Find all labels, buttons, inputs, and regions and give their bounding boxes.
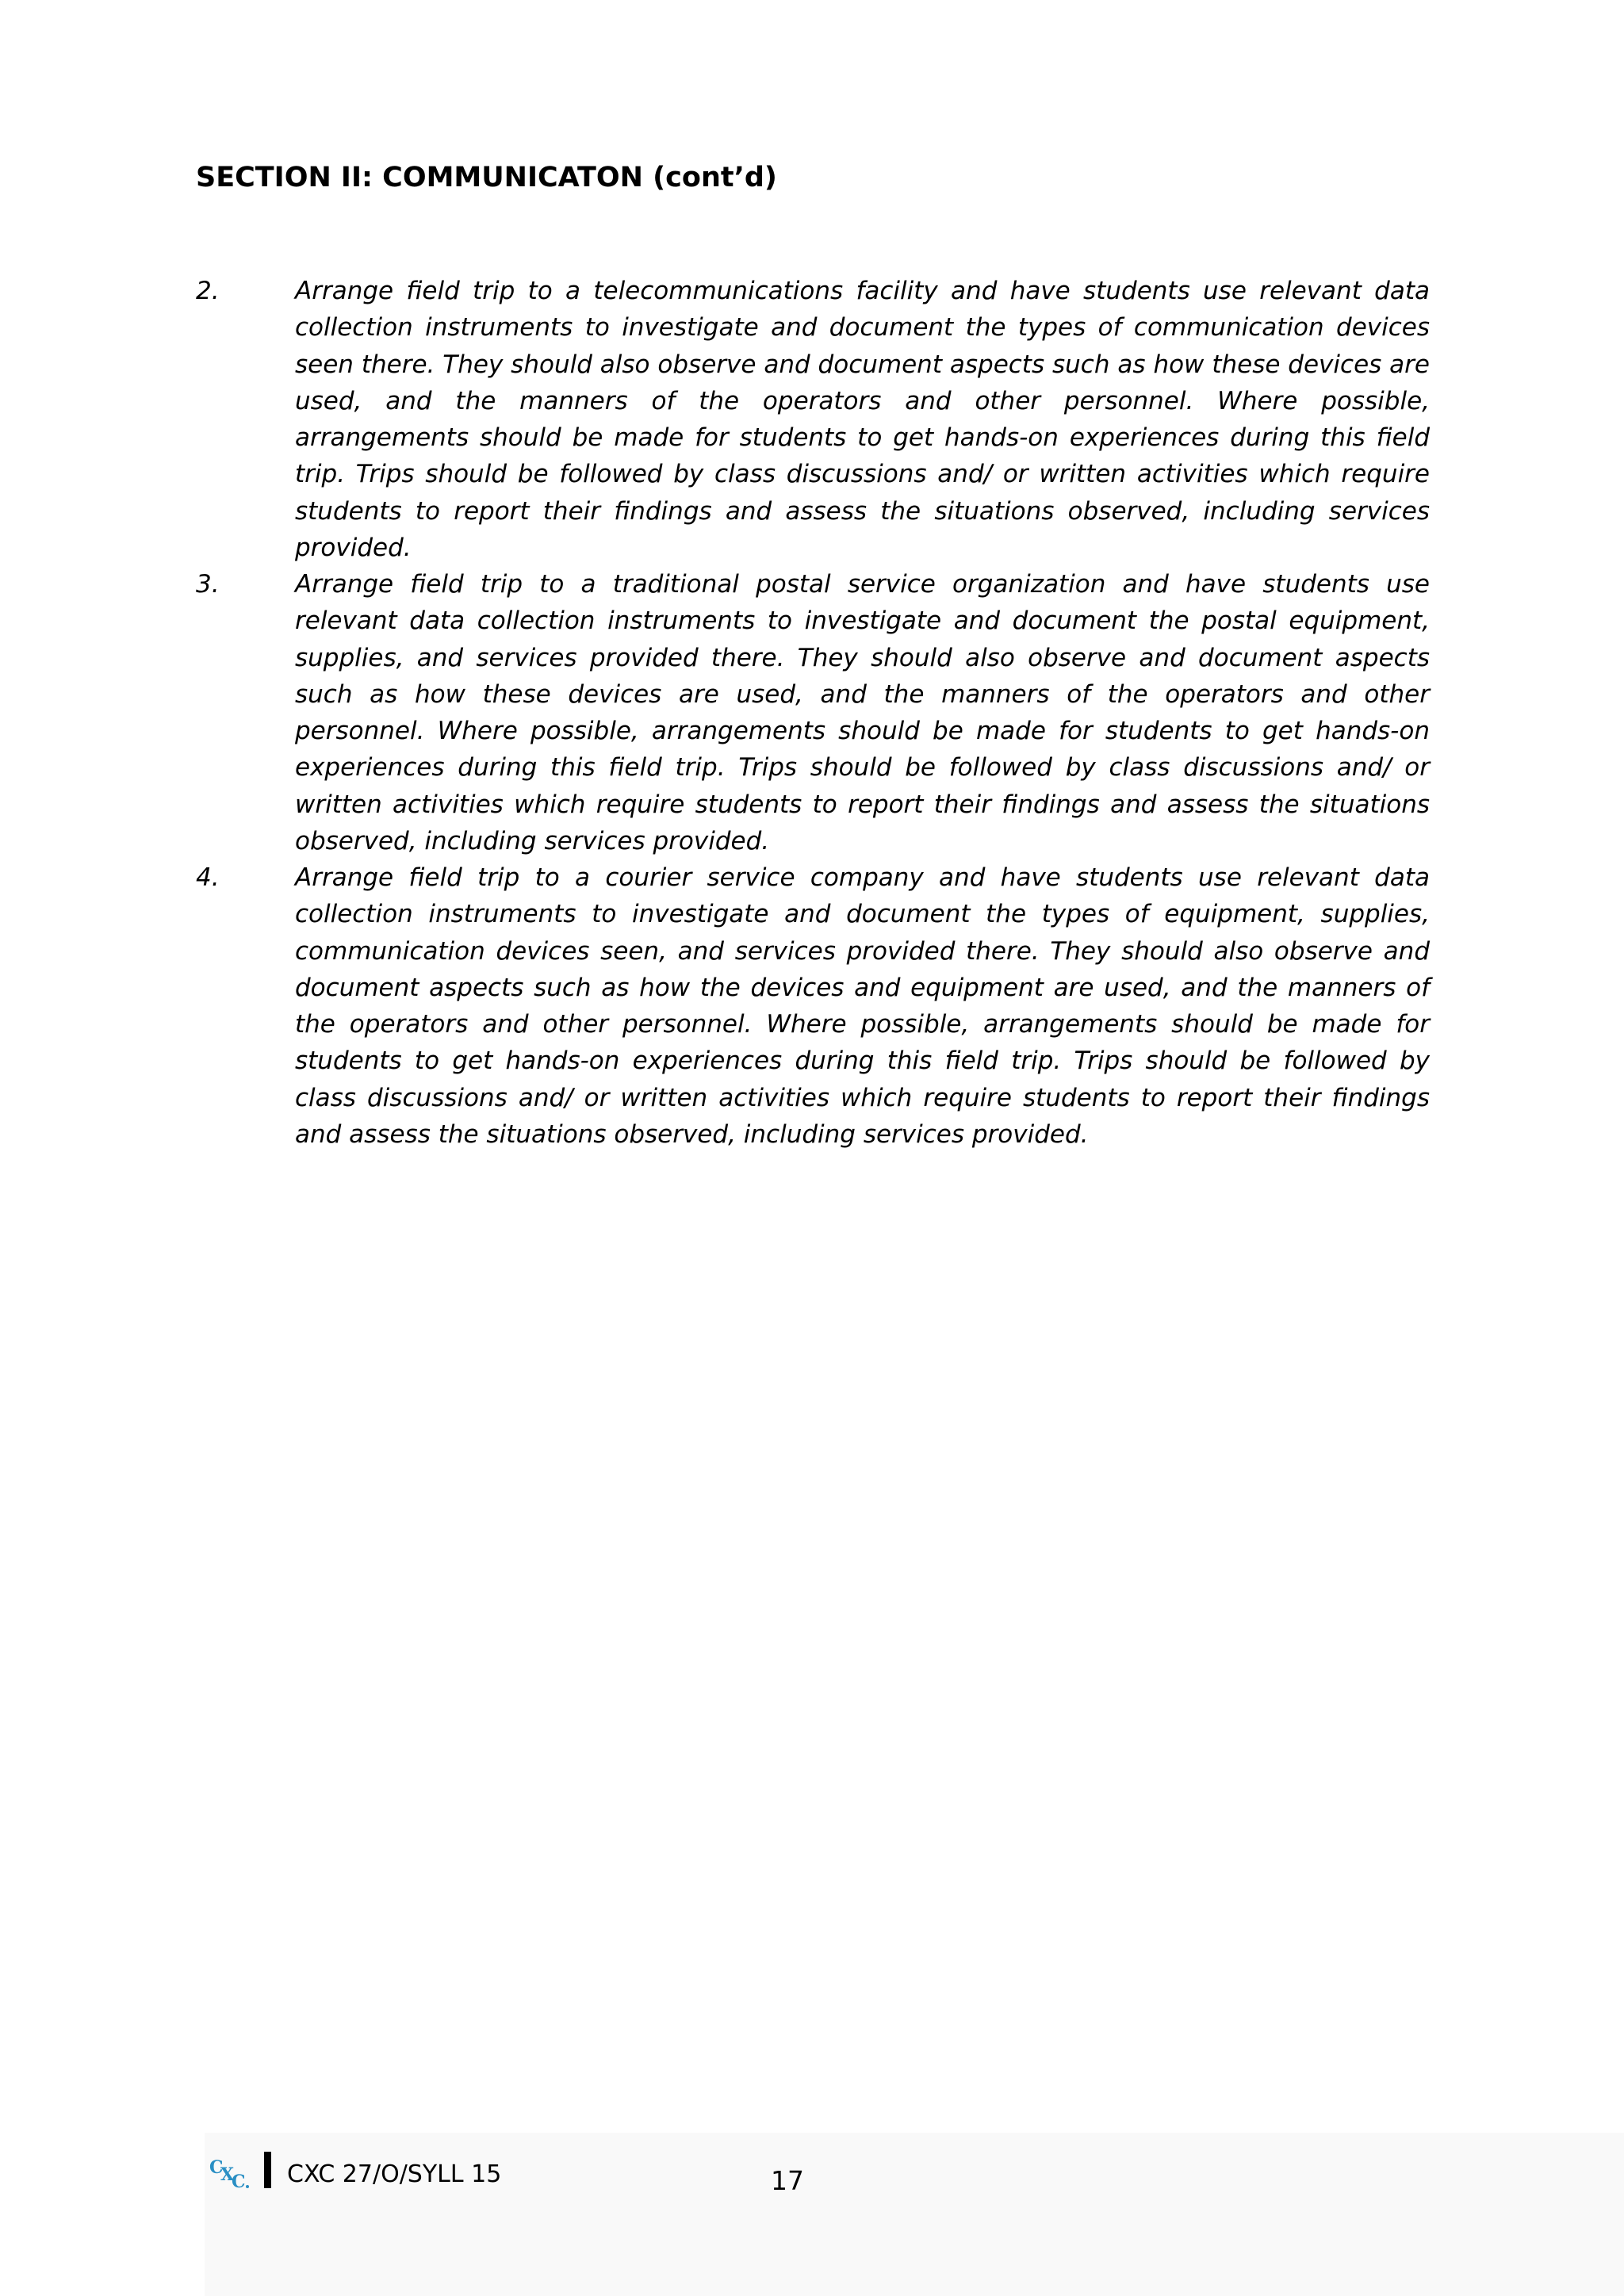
list-item-text: Arrange field trip to a courier service company and have students use relevant data collection instruments to investigate and document the types of equipment, supplies, communication devices seen, and services provided there. They should also observe and document aspects such as how the devices and equipment are used, and the manners of the operators and other personnel. Where possible, arrangements should be made for students to get hands-on experiences during this field trip. Trips should be followed by class discussions and/ or written activities which require students to report their findings and assess the situations observed, including services provided.: [295, 863, 1430, 1150]
syllabus-code: CXC 27/O/SYLL 15: [287, 2160, 502, 2188]
svg-text:C: C: [209, 2157, 224, 2178]
list-item-number: 2.: [196, 277, 220, 305]
page-number: 17: [771, 2165, 804, 2196]
svg-text:C: C: [232, 2172, 246, 2191]
list-item-text: Arrange field trip to a telecommunications facility and have students use relevant data collection instruments to investigate and document the types of communication devices seen there. They should also observe and document aspects such as how these devices are used, and the manners of the operators and other personnel. Where possible, arrangements should be made for students to get hands-on experiences during this field trip. Trips should be followed by class discussions and/ or written activities which require students to report their findings and assess the situations observed, including services provided.: [295, 277, 1430, 563]
cxc-logo-icon: [208, 2156, 257, 2191]
footer-divider: [264, 2152, 271, 2188]
list-item-text: Arrange field trip to a traditional postal service organization and have students use relevant data collection instruments to investigate and document the postal equipment, supplies, and services provided there. They should also observe and document aspects such as how these devices are used, and the manners of the operators and other personnel. Where possible, arrangements should be made for students to get hands-on experiences during this field trip. Trips should be followed by class discussions and/ or written activities which require students to report their findings and assess the situations observed, including services provided.: [295, 570, 1430, 856]
svg-text:X: X: [220, 2164, 235, 2185]
footer-background: [205, 2133, 1624, 2296]
section-heading: SECTION II: COMMUNICATON (cont’d): [196, 162, 777, 193]
list-item-number: 4.: [196, 863, 220, 892]
list-item-number: 3.: [196, 570, 220, 599]
